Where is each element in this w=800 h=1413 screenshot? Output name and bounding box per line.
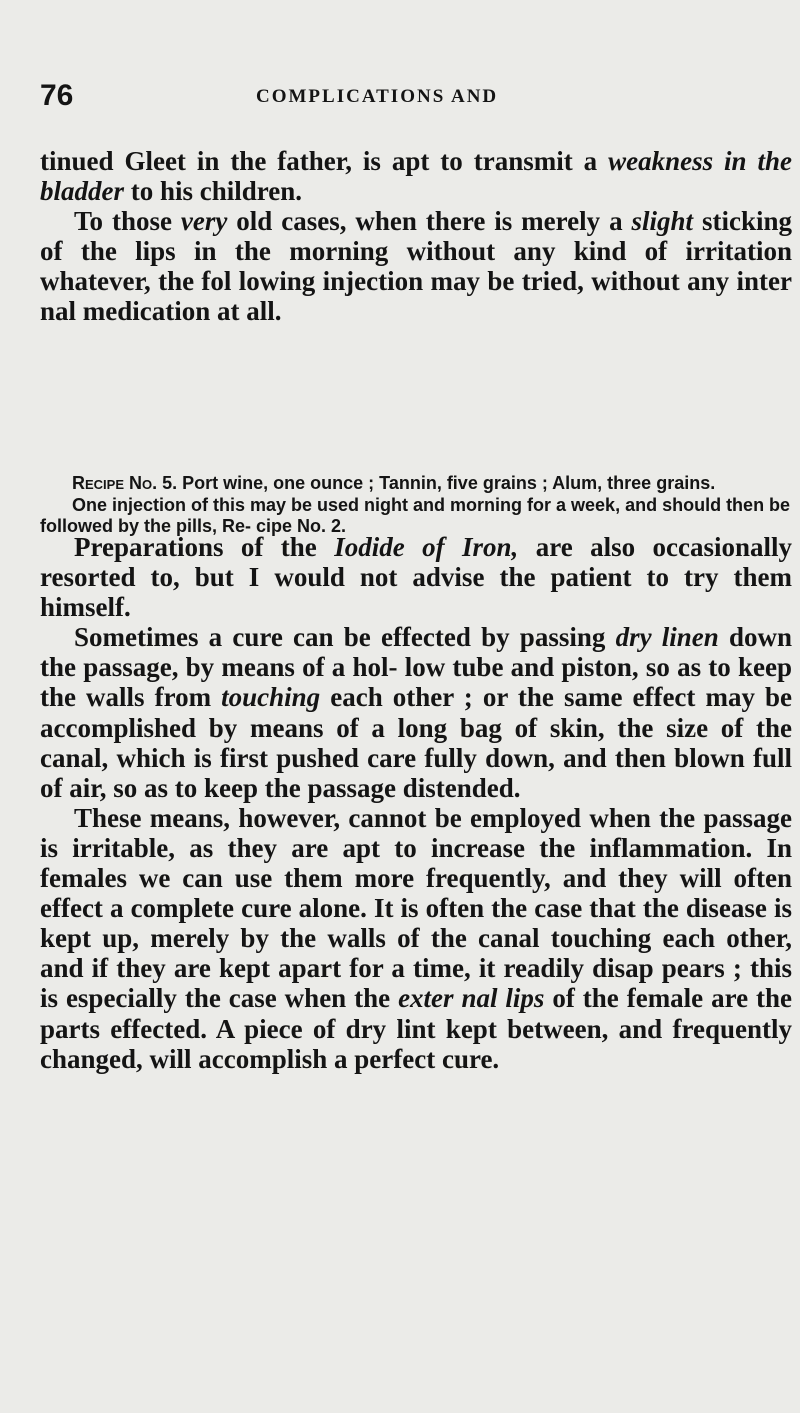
recipe-title [40,473,792,495]
paragraph-1-emphasis: weakness in the bladder [40,146,792,207]
paragraph-2-emphasis-a: very [180,206,228,237]
page-header [40,76,800,126]
paragraph-2-text-b: old cases, when there is merely a [227,206,632,237]
recipe-note: One injection of this may be used night and morning for a week, and should then be followed by the pills, Re- cipe No. 2. [40,494,791,536]
paragraph-4-text-b: down the passage, by means of a hol- low tube and piston, so as to keep the walls from [40,622,793,713]
paragraph-4-text-a: Sometimes a cure can be effected by passing [74,622,616,653]
paragraph-2 [40,206,792,326]
paragraph-3-emphasis: Iodide of Iron, [334,532,519,562]
paragraph-5-text-a: These means, however, cannot be employed when the passage is irritable, as they are apt to increase the inflammation. In females we can use them more frequently, and they will often effect a complete cure alone. It is often the case that the disease is kept up, merely by the walls of the canal touching each other, and if they are kept apart for a time, it readily disap pears ; this is especially the case when the [40,802,792,1014]
paragraph-4-emphasis-b: touching [221,682,321,713]
paragraph-1 [40,146,792,206]
paragraph-5-emphasis: exter nal lips [398,983,545,1014]
recipe-block [40,473,792,538]
paragraph-2-emphasis-b: slight [631,206,694,237]
paragraph-4-emphasis-a: dry linen [615,622,719,653]
paragraph-1-text-b: to his children. [124,176,303,207]
body-text-bottom [40,532,792,1074]
recipe-ingredients: Port wine, one ounce ; Tannin, five grains ; Alum, three grains. [177,473,716,493]
paragraph-4-text-c: each other ; or the same effect may be accomplished by means of a long bag of skin, the size of the canal, which is first pushed care fully down, and then blown full of air, so as to keep the passage distended. [40,682,792,803]
paragraph-4 [40,622,792,803]
running-head: COMPLICATIONS AND [256,86,499,107]
paragraph-5-text-b: of the female are the parts effected. A piece of dry lint kept between, and frequently changed, will accomplish a perfect cure. [40,983,793,1074]
paragraph-1-text-a: tinued Gleet in the father, is apt to transmit a [40,146,609,176]
recipe-label: Recipe No. 5. [72,473,178,493]
paragraph-3-text-a: Preparations of the [74,532,335,562]
paragraph-2-text-c: sticking of the lips in the morning without any kind of irritation whatever, the fol lowing injection may be tried, without any inter nal medication at all. [40,206,792,327]
page-number: 76 [40,79,74,112]
paragraph-2-text-a: To those [74,206,181,237]
paragraph-3 [40,532,792,622]
body-text-top [40,146,792,327]
paragraph-5 [40,803,792,1074]
paragraph-3-text-b: are also occasionally resorted to, but I would not advise the patient to try them himself. [40,532,793,623]
